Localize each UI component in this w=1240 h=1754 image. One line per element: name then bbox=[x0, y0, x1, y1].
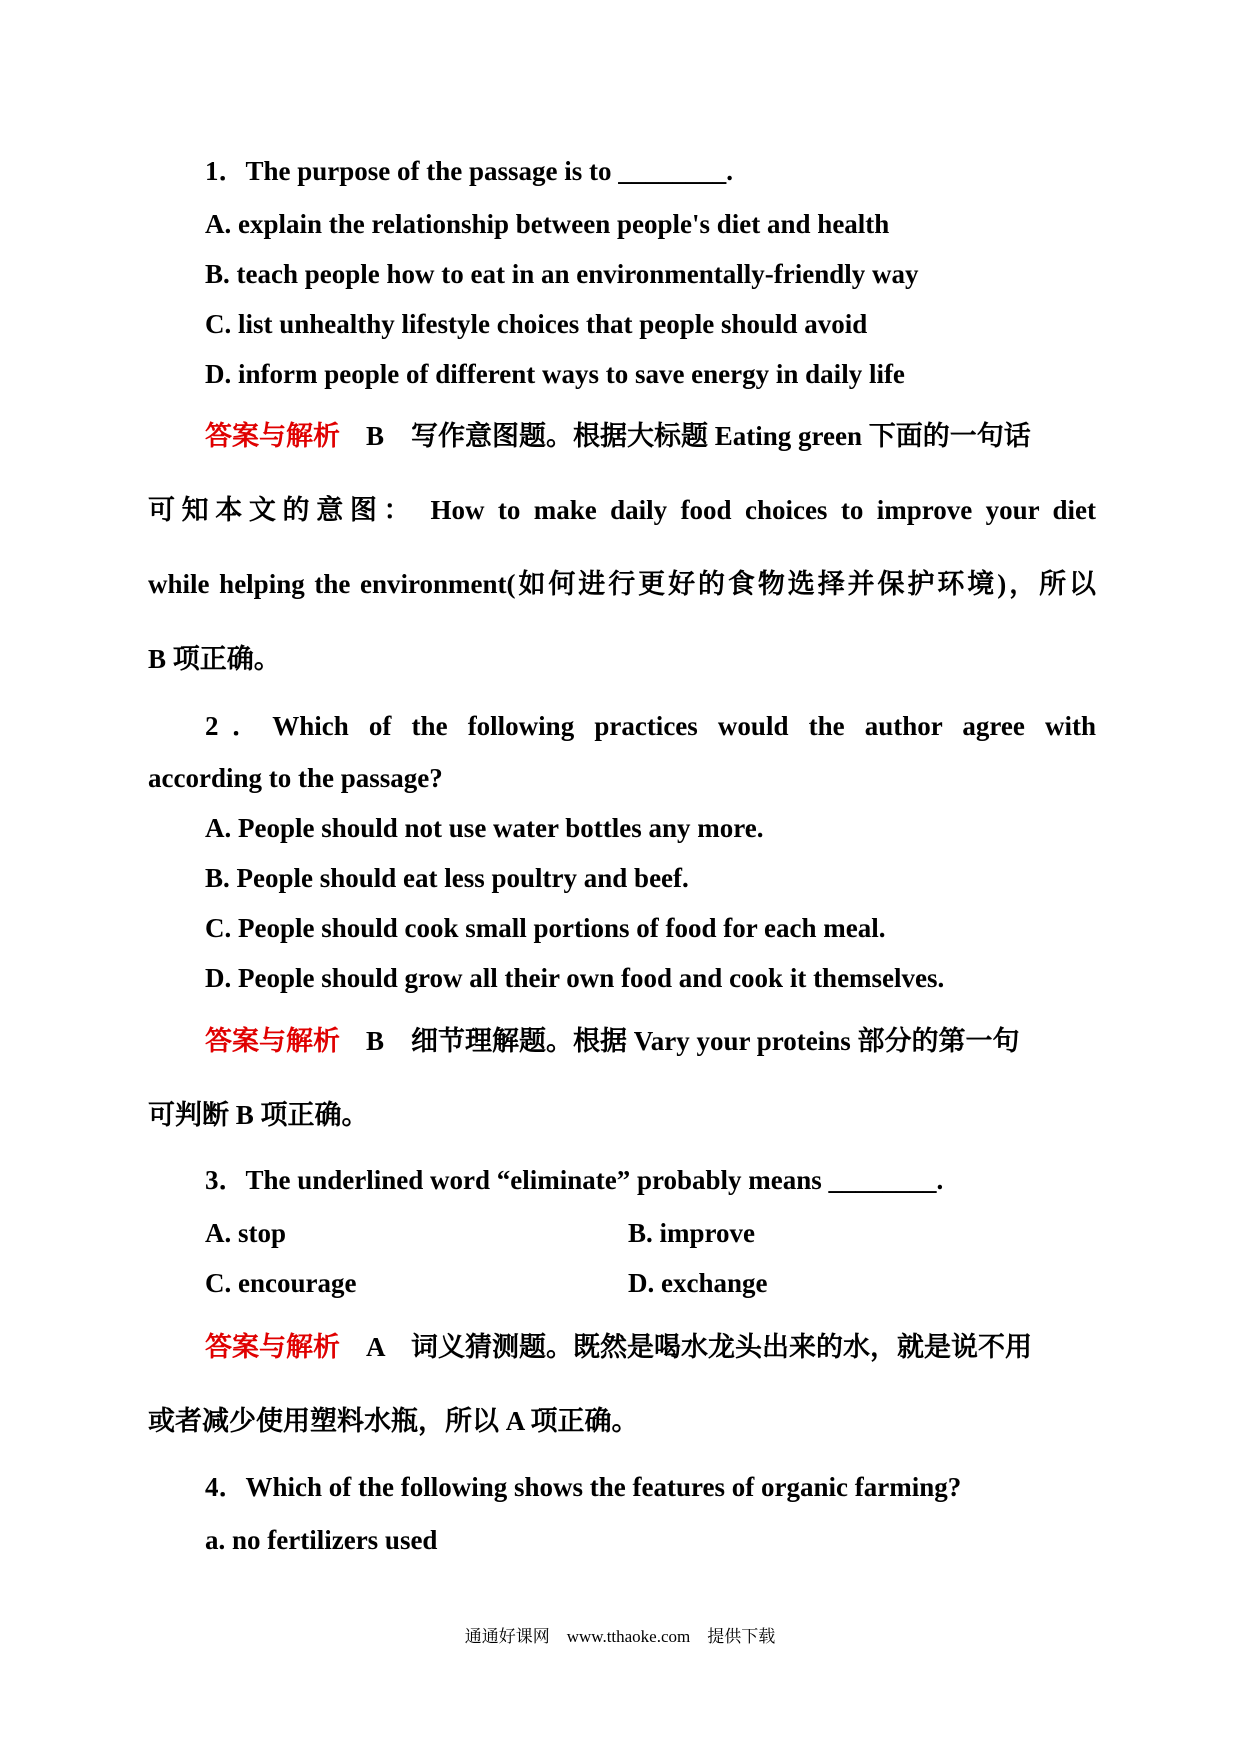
q1-answer-label: 答案与解析 bbox=[205, 421, 340, 451]
q1-analysis-line-1 bbox=[205, 416, 1096, 456]
q3-analysis-line-1 bbox=[205, 1327, 1096, 1367]
q2-answer-label: 答案与解析 bbox=[205, 1026, 340, 1056]
q1-option-a: A. explain the relationship between people's diet and health bbox=[205, 209, 890, 239]
q1-analysis-line-2: 可知本文的意图： How to make daily food choices to improve your diet bbox=[148, 495, 1096, 525]
q2-option-a: A. People should not use water bottles any more. bbox=[205, 813, 764, 843]
q3-option-d: D. exchange bbox=[628, 1268, 768, 1298]
q3-analysis-text: A 词义猜测题。既然是喝水龙头出来的水，就是说不用 bbox=[366, 1332, 1033, 1362]
q4-option-a: a. no fertilizers used bbox=[205, 1525, 438, 1555]
q3-stem: 3．The underlined word “eliminate” probably means ________. bbox=[205, 1165, 944, 1195]
q1-analysis-text: B 写作意图题。根据大标题 Eating green 下面的一句话 bbox=[366, 421, 1031, 451]
q2-stem-line-1: 2．Which of the following practices would the author agree with bbox=[205, 711, 1096, 741]
q2-option-b: B. People should eat less poultry and beef. bbox=[205, 863, 689, 893]
q1-analysis-line-4: B 项正确。 bbox=[148, 644, 281, 674]
q3-answer-label: 答案与解析 bbox=[205, 1332, 340, 1362]
q2-analysis-text: B 细节理解题。根据 Vary your proteins 部分的第一句 bbox=[366, 1026, 1020, 1056]
q1-analysis-line-3: while helping the environment(如何进行更好的食物选择并保护环境)，所以 bbox=[148, 569, 1096, 599]
q1-option-d: D. inform people of different ways to save energy in daily life bbox=[205, 359, 905, 389]
q1-stem: 1．The purpose of the passage is to ________. bbox=[205, 156, 734, 186]
q3-option-c: C. encourage bbox=[205, 1268, 357, 1298]
q2-option-c: C. People should cook small portions of food for each meal. bbox=[205, 913, 886, 943]
q3-analysis-line-2: 或者减少使用塑料水瓶，所以 A 项正确。 bbox=[148, 1406, 639, 1436]
q1-option-b: B. teach people how to eat in an environmentally-friendly way bbox=[205, 259, 919, 289]
q1-option-c: C. list unhealthy lifestyle choices that people should avoid bbox=[205, 309, 868, 339]
q3-option-b: B. improve bbox=[628, 1218, 755, 1248]
q2-option-d: D. People should grow all their own food and cook it themselves. bbox=[205, 963, 945, 993]
page-footer: 通通好课网 www.tthaoke.com 提供下载 bbox=[464, 1627, 776, 1646]
q2-analysis-line-1 bbox=[205, 1021, 1096, 1061]
q3-option-a: A. stop bbox=[205, 1218, 287, 1248]
q4-stem: 4．Which of the following shows the features of organic farming? bbox=[205, 1472, 962, 1502]
q2-stem-line-2: according to the passage? bbox=[148, 763, 443, 793]
q2-analysis-line-2: 可判断 B 项正确。 bbox=[148, 1100, 369, 1130]
